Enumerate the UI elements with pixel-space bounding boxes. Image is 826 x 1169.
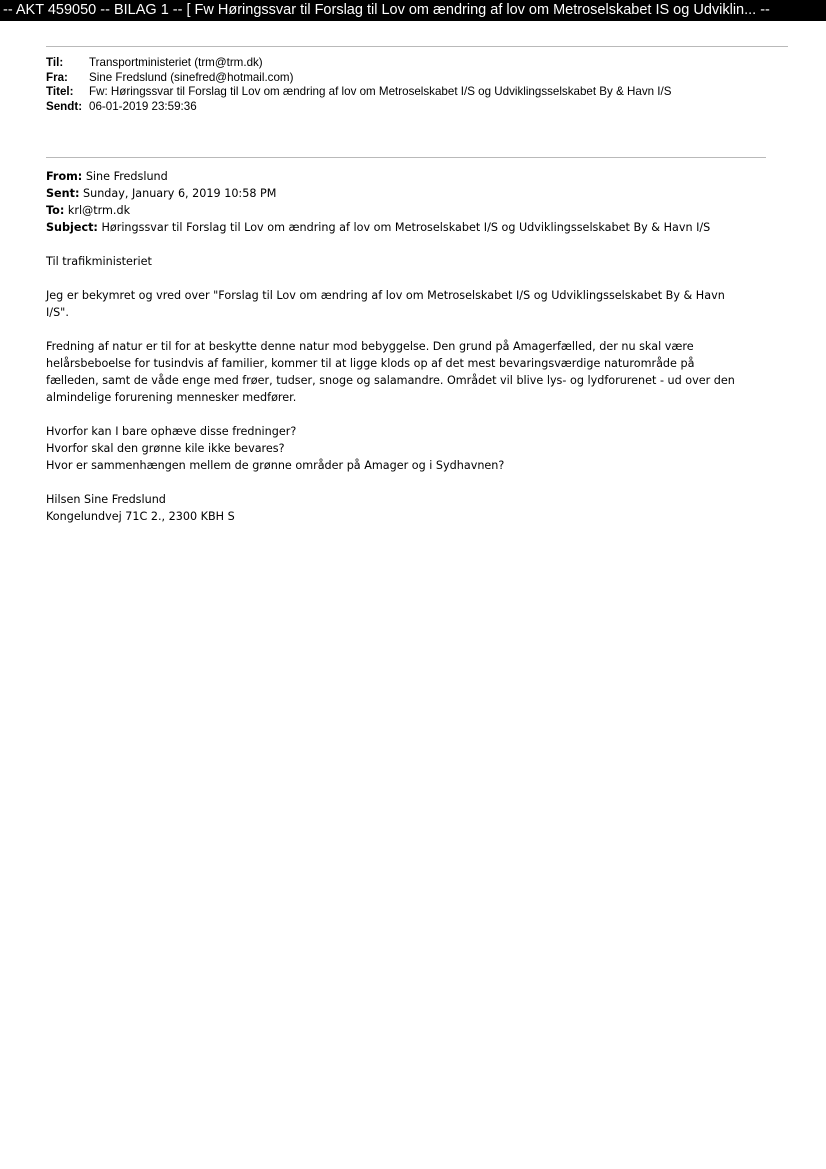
- signature-name: Hilsen Sine Fredslund: [46, 493, 166, 506]
- outer-to-row: [46, 56, 671, 71]
- paragraph-line: Jeg er bekymret og vred over "Forslag til Lov om ændring af lov om Metroselskabet I/S og Udviklingsselskabet By & Havn: [46, 289, 725, 302]
- outer-sent-row: [46, 100, 671, 115]
- fwd-from-row: [46, 168, 786, 185]
- fwd-from-label: From:: [46, 170, 83, 183]
- paragraph-concern: [46, 287, 786, 321]
- fwd-sent-value: Sunday, January 6, 2019 10:58 PM: [83, 187, 277, 200]
- question-line: Hvorfor skal den grønne kile ikke bevares?: [46, 442, 285, 455]
- document-banner: [0, 0, 826, 21]
- banner-text: -- AKT 459050 -- BILAG 1 -- [ Fw Høringssvar til Forslag til Lov om ændring af lov om Metroselskabet IS og Udviklin... --: [3, 2, 770, 18]
- fwd-sent-label: Sent:: [46, 187, 80, 200]
- forwarded-message: [46, 168, 786, 525]
- outer-to-label: Til:: [46, 56, 64, 69]
- paragraph-line: almindelige forurening mennesker medfører.: [46, 391, 297, 404]
- forward-divider: [46, 157, 766, 158]
- outer-from-row: [46, 71, 671, 86]
- outer-title-value: Fw: Høringssvar til Forslag til Lov om ændring af lov om Metroselskabet I/S og Udviklingsselskabet By & Havn I/S: [89, 85, 672, 99]
- forwarded-header: [46, 168, 786, 236]
- question-line: Hvor er sammenhængen mellem de grønne områder på Amager og i Sydhavnen?: [46, 459, 505, 472]
- fwd-to-value: krl@trm.dk: [67, 204, 131, 217]
- outer-from-label: Fra:: [46, 70, 68, 84]
- paragraph-nature: [46, 338, 786, 406]
- outer-sent-label: Sendt:: [46, 99, 83, 113]
- paragraph-line: Fredning af natur er til for at beskytte denne natur mod bebyggelse. Den grund på Amagerfælled, der nu skal være: [46, 340, 694, 353]
- fwd-sent-row: [46, 185, 786, 202]
- fwd-subject-row: [46, 219, 786, 236]
- outer-email-header: [46, 56, 671, 114]
- fwd-from-value: Sine Fredslund: [85, 170, 168, 183]
- outer-from-value: Sine Fredslund (sinefred@hotmail.com): [89, 70, 294, 84]
- paragraph-line: helårsbeboelse for tusindvis af familier, kommer til at ligge klods op af det mest bevaringsværdige naturområde på: [46, 357, 695, 370]
- signature-address: Kongelundvej 71C 2., 2300 KBH S: [46, 510, 235, 523]
- fwd-subject-value: Høringssvar til Forslag til Lov om ændring af lov om Metroselskabet I/S og Udviklingsselskabet By & Havn I/S: [101, 221, 711, 234]
- fwd-to-label: To:: [46, 204, 65, 217]
- outer-to-value: Transportministeriet (trm@trm.dk): [89, 56, 263, 69]
- header-divider: [46, 46, 788, 47]
- signature-block: [46, 491, 786, 525]
- paragraph-line: I/S".: [46, 306, 69, 319]
- fwd-subject-label: Subject:: [46, 221, 98, 234]
- fwd-to-row: [46, 202, 786, 219]
- question-line: Hvorfor kan I bare ophæve disse fredninger?: [46, 425, 297, 438]
- outer-title-label: Titel:: [46, 85, 74, 99]
- greeting: Til trafikministeriet: [46, 255, 152, 268]
- outer-title-row: [46, 85, 671, 100]
- outer-sent-value: 06-01-2019 23:59:36: [89, 99, 197, 113]
- paragraph-line: fælleden, samt de våde enge med frøer, tudser, snoge og salamandre. Området vil blive lys- og lydforurenet - ud over den: [46, 374, 735, 387]
- questions-block: [46, 423, 786, 474]
